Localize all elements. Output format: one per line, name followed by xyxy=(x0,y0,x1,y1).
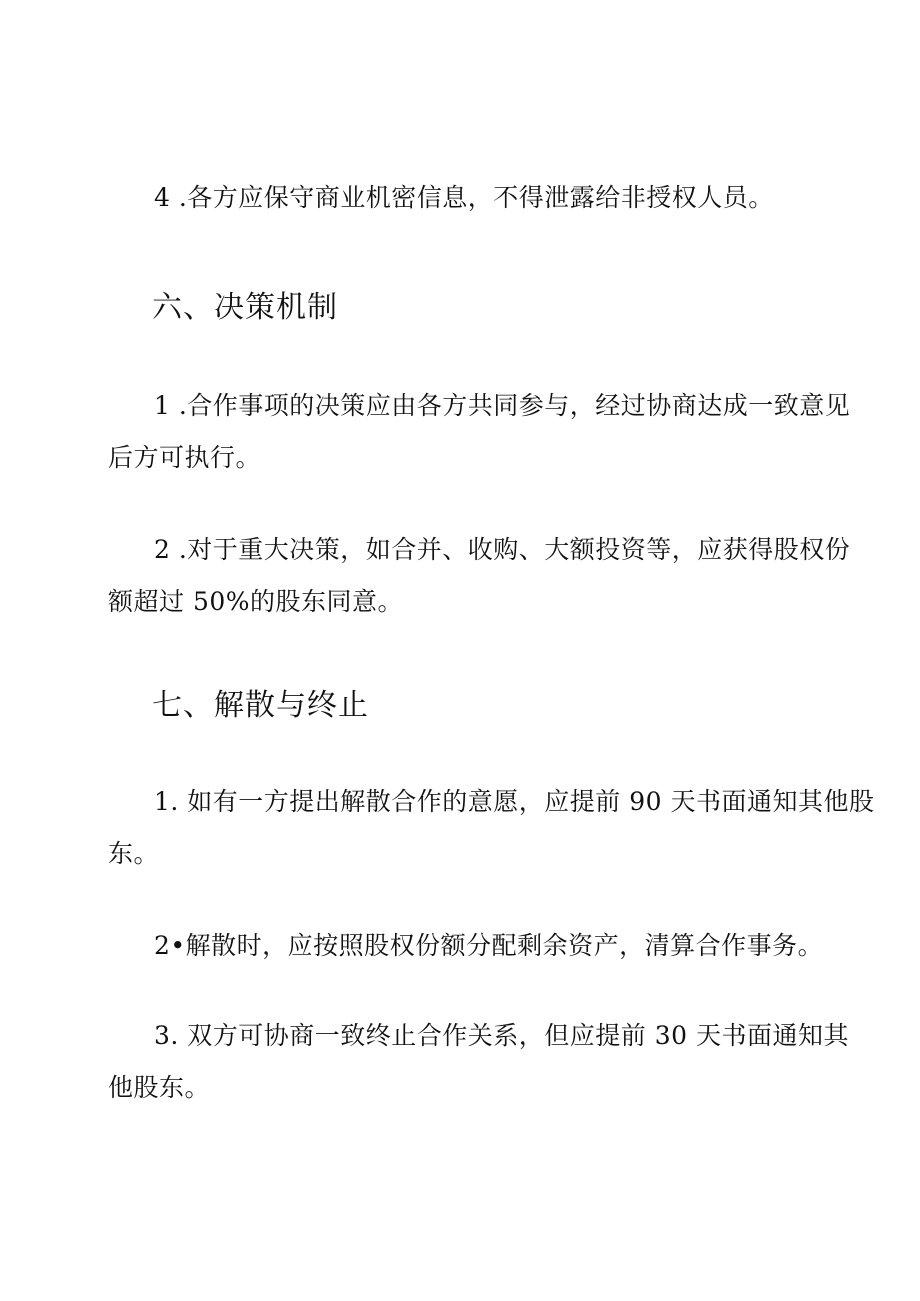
paragraph-dissolution-1 xyxy=(108,776,875,880)
paragraph-line: 后方可执行。 xyxy=(108,443,262,472)
paragraph-line: 1 .合作事项的决策应由各方共同参与，经过协商达成一致意见 xyxy=(154,391,851,420)
paragraph-line: 他股东。 xyxy=(108,1073,211,1102)
paragraph-line: 1. 如有一方提出解散合作的意愿，应提前 90 天书面通知其他股 xyxy=(154,787,875,816)
paragraph-line: 2•解散时，应按照股权份额分配剩余资产，清算合作事务。 xyxy=(154,931,824,960)
paragraph-line: 2 .对于重大决策，如合并、收购、大额投资等，应获得股权份 xyxy=(154,535,851,564)
paragraph-decision-1 xyxy=(108,380,851,484)
paragraph-line: 4 .各方应保守商业机密信息，不得泄露给非授权人员。 xyxy=(154,183,774,212)
paragraph-line: 额超过 50%的股东同意。 xyxy=(108,587,404,616)
section-heading-decision: 六、决策机制 xyxy=(152,290,338,325)
paragraph-line: 东。 xyxy=(108,839,160,868)
paragraph-decision-2 xyxy=(108,524,851,628)
paragraph-dissolution-3 xyxy=(108,1010,850,1114)
paragraph-dissolution-2 xyxy=(108,920,824,972)
paragraph-line: 3. 双方可协商一致终止合作关系，但应提前 30 天书面通知其 xyxy=(154,1021,850,1050)
paragraph-item-4 xyxy=(108,172,808,224)
section-heading-dissolution: 七、解散与终止 xyxy=(152,688,369,723)
